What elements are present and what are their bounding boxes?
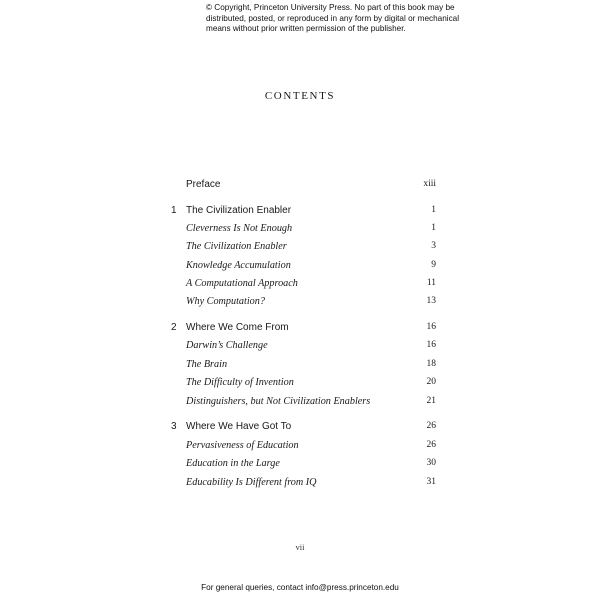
section-title: A Computational Approach <box>186 278 298 289</box>
page-reference: xiii <box>423 179 436 189</box>
section-title: Pervasiveness of Education <box>186 440 299 451</box>
toc-section-entry <box>0 296 600 312</box>
toc-section-entry <box>0 340 600 356</box>
page-reference: 1 <box>431 205 436 215</box>
section-title: The Difficulty of Invention <box>186 377 294 388</box>
page-reference: 16 <box>426 340 436 350</box>
toc-section-entry <box>0 377 600 393</box>
page-reference: 18 <box>426 359 436 369</box>
page-reference: 26 <box>426 440 436 450</box>
page-reference: 16 <box>426 322 436 332</box>
page-title: CONTENTS <box>264 90 336 102</box>
section-title: Distinguishers, but Not Civilization Enablers <box>186 396 371 407</box>
chapter-title: The Civilization Enabler <box>186 205 292 216</box>
toc-section-entry <box>0 260 600 276</box>
section-title: Educability Is Different from IQ <box>186 477 317 488</box>
page-reference: 11 <box>426 278 436 288</box>
toc-chapter-entry <box>0 421 600 437</box>
page-number: vii <box>295 542 305 552</box>
chapter-number: 3 <box>171 421 177 432</box>
toc-section-entry <box>0 477 600 493</box>
page-reference: 3 <box>431 241 436 251</box>
section-title: Knowledge Accumulation <box>186 260 291 271</box>
copyright-line: distributed, posted, or reproduced in any form by digital or mechanical <box>206 13 460 23</box>
chapter-number: 1 <box>171 205 177 216</box>
footer-contact: For general queries, contact info@press.princeton.edu <box>201 583 399 592</box>
toc-section-entry <box>0 458 600 474</box>
chapter-title: Where We Have Got To <box>186 421 292 432</box>
section-title: Cleverness Is Not Enough <box>186 223 293 234</box>
section-title: The Brain <box>186 359 228 370</box>
toc-section-entry <box>0 396 600 412</box>
page-reference: 21 <box>426 396 436 406</box>
page-reference: 9 <box>431 260 436 270</box>
page-reference: 31 <box>426 477 436 487</box>
toc-section-entry <box>0 359 600 375</box>
copyright-line: means without prior written permission of the publisher. <box>206 24 406 33</box>
chapter-title: Where We Come From <box>186 322 289 333</box>
section-title: Darwin’s Challenge <box>186 340 268 351</box>
page-reference: 1 <box>431 223 436 233</box>
toc-section-entry <box>0 278 600 294</box>
page-reference: 20 <box>426 377 436 387</box>
page-reference: 13 <box>426 296 436 306</box>
chapter-number: 2 <box>171 322 177 333</box>
toc-chapter-entry <box>0 205 600 221</box>
toc-section-entry <box>0 223 600 239</box>
section-title: Why Computation? <box>186 296 265 307</box>
page-reference: 26 <box>426 421 436 431</box>
toc-section-entry <box>0 241 600 257</box>
page-reference: 30 <box>426 458 436 468</box>
toc-chapter-entry <box>0 322 600 338</box>
copyright-line: © Copyright, Princeton University Press. No part of this book may be <box>206 3 455 12</box>
toc-section-entry <box>0 440 600 456</box>
chapter-title: Preface <box>186 179 221 190</box>
section-title: Education in the Large <box>186 458 280 469</box>
section-title: The Civilization Enabler <box>186 241 287 252</box>
toc-front-entry <box>0 179 600 195</box>
